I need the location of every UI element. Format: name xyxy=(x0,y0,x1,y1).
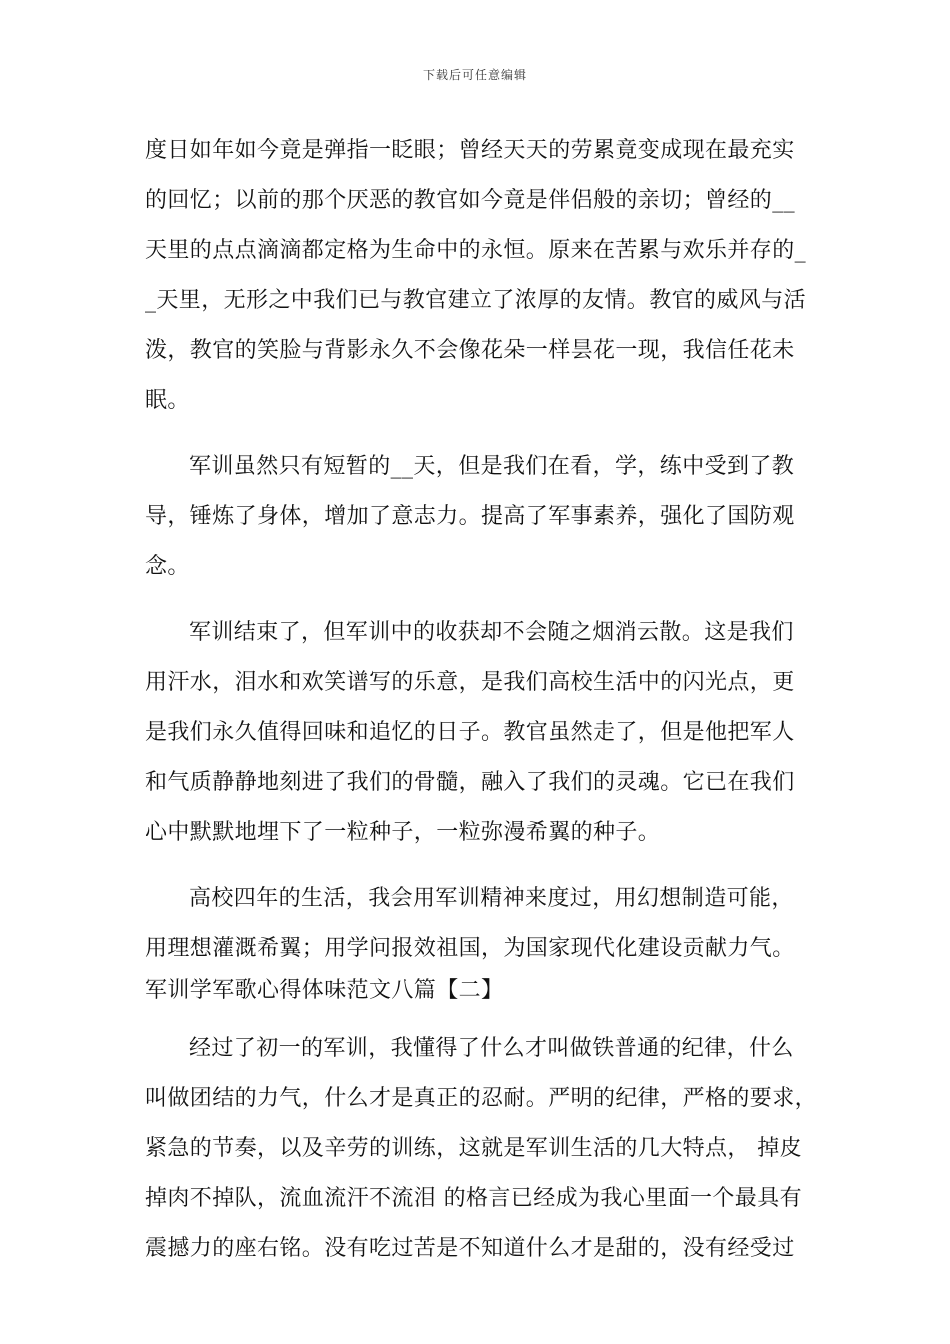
text-line: 军训结束了，但军训中的收获却不会随之烟消云散。这是我们 xyxy=(189,620,794,645)
text-line: 眠。 xyxy=(145,388,190,413)
text-line: 经过了初一的军训，我懂得了什么才叫做铁普通的纪律，什么 xyxy=(189,1036,794,1061)
text-line: 是我们永久值得回味和追忆的日子。教官虽然走了，但是他把军人 xyxy=(145,720,795,745)
paragraph-4 xyxy=(145,874,810,974)
section-heading: 军训学军歌心得体味范文八篇【二】 xyxy=(145,978,504,1003)
document-body xyxy=(145,126,818,1274)
page-header: 下载后可任意编辑 xyxy=(422,68,527,82)
text-line: 导，锤炼了身体，增加了意志力。提高了军事素养，强化了国防观 xyxy=(145,504,795,529)
text-line: 用理想灌溉希翼；用学问报效祖国，为国家现代化建设贡献力气。 xyxy=(145,936,795,961)
text-line: 天里的点点滴滴都定格为生命中的永恒。原来在苦累与欢乐并存的_ xyxy=(145,238,807,263)
text-line: 叫做团结的力气，什么才是真正的忍耐。严明的纪律，严格的要求， xyxy=(145,1086,818,1111)
text-line: 泼，教官的笑脸与背影永久不会像花朵一样昙花一现，我信任花未 xyxy=(145,338,795,363)
paragraph-5 xyxy=(145,1024,818,1274)
paragraph-gap xyxy=(145,592,810,608)
paragraph-gap xyxy=(145,1008,810,1024)
text-line: 震撼力的座右铭。没有吃过苦是不知道什么才是甜的，没有经受过 xyxy=(145,1236,795,1261)
text-line: 念。 xyxy=(145,554,190,579)
paragraph-gap xyxy=(145,858,810,874)
text-line: 军训虽然只有短暂的__天，但是我们在看，学，练中受到了教 xyxy=(189,454,795,479)
paragraph-3 xyxy=(145,608,810,858)
text-line: 紧急的节奏，以及辛劳的训练，这就是军训生活的几大特点， 掉皮 xyxy=(145,1136,802,1161)
text-line: 心中默默地埋下了一粒种子，一粒弥漫希翼的种子。 xyxy=(145,820,661,845)
text-line: 和气质静静地刻进了我们的骨髓，融入了我们的灵魂。它已在我们 xyxy=(145,770,795,795)
paragraph-gap xyxy=(145,426,810,442)
text-line: 掉肉不掉队，流血流汗不流泪 的格言已经成为我心里面一个最具有 xyxy=(145,1186,802,1211)
text-line: _天里，无形之中我们已与教官建立了浓厚的友情。教官的威风与活 xyxy=(145,288,807,313)
text-line: 用汗水，泪水和欢笑谱写的乐意，是我们高校生活中的闪光点，更 xyxy=(145,670,795,695)
text-line: 度日如年如今竟是弹指一眨眼；曾经天天的劳累竟变成现在最充实 xyxy=(145,138,795,163)
paragraph-1 xyxy=(145,126,810,426)
text-line: 的回忆；以前的那个厌恶的教官如今竟是伴侣般的亲切；曾经的__ xyxy=(145,188,796,213)
text-line: 高校四年的生活，我会用军训精神来度过，用幻想制造可能， xyxy=(189,886,794,911)
paragraph-2 xyxy=(145,442,810,592)
